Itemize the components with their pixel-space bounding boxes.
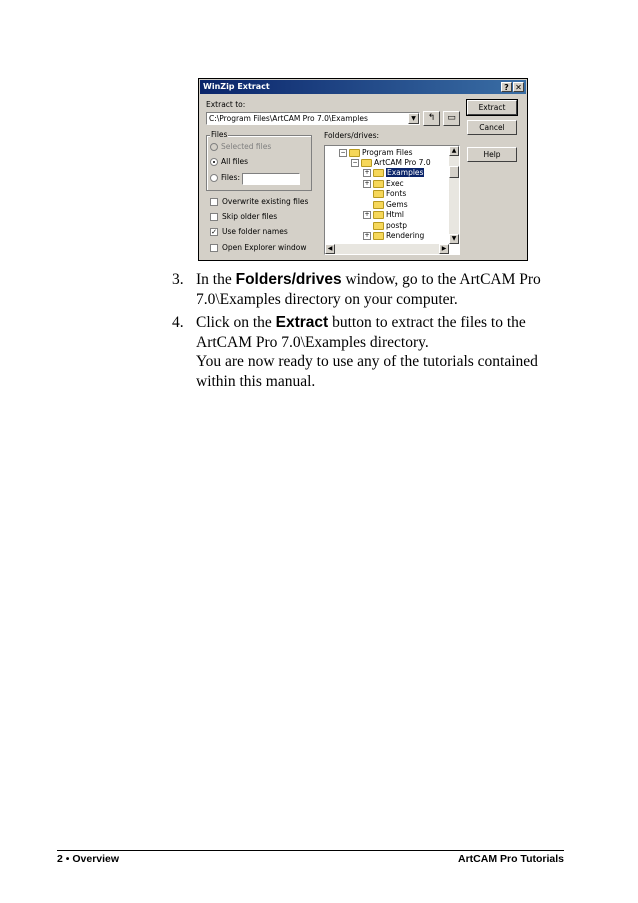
folder-icon: [373, 190, 384, 198]
all-files-label: All files: [221, 157, 249, 166]
cancel-button[interactable]: Cancel: [467, 120, 517, 135]
tree-item[interactable]: postp: [373, 221, 407, 231]
folder-icon: [373, 222, 384, 230]
open-explorer-checkbox[interactable]: [210, 244, 218, 252]
step-text: In the Folders/drives window, go to the ArtCAM Pro 7.0\Examples directory on your computer.: [196, 271, 541, 308]
folder-icon: [373, 211, 384, 219]
step-text: Click on the Extract button to extract the files to the ArtCAM Pro 7.0\Examples directory.: [196, 314, 526, 351]
folder-open-icon: [361, 159, 372, 167]
up-folder-icon[interactable]: ↰: [423, 111, 440, 126]
expand-icon[interactable]: +: [364, 211, 370, 218]
step-number: 4.: [172, 314, 184, 331]
tree-item[interactable]: − ArtCAM Pro 7.0: [352, 158, 431, 167]
tree-item[interactable]: + Rendering: [364, 231, 425, 240]
closing-paragraph: You are now ready to use any of the tutorials contained within this manual.: [196, 353, 538, 390]
dialog-titlebar: [200, 80, 526, 94]
folders-drives-label: Folders/drives:: [324, 131, 380, 140]
extract-button[interactable]: Extract: [467, 100, 517, 115]
tree-item[interactable]: + Examples: [364, 168, 424, 177]
use-folder-names-checkbox[interactable]: ✓: [211, 228, 217, 236]
chevron-down-icon[interactable]: ▼: [408, 113, 419, 124]
extract-to-value: C:\Program Files\ArtCAM Pro 7.0\Examples: [209, 114, 368, 123]
scroll-left-icon[interactable]: ◀: [325, 244, 335, 254]
footer-right: ArtCAM Pro Tutorials: [458, 853, 564, 865]
files-radio[interactable]: [210, 174, 218, 182]
footer-rule: [57, 850, 564, 851]
scroll-up-icon[interactable]: ▲: [449, 146, 459, 156]
files-input[interactable]: [242, 173, 300, 185]
open-explorer-label: Open Explorer window: [222, 243, 307, 252]
folder-icon: [373, 180, 384, 188]
expand-icon[interactable]: +: [364, 232, 370, 239]
folder-icon: [373, 169, 384, 177]
tree-item[interactable]: Fonts: [373, 189, 406, 199]
tree-item[interactable]: − Program Files: [340, 148, 413, 157]
folder-icon: [349, 149, 360, 157]
files-label: Files:: [221, 173, 240, 182]
folder-icon: [373, 232, 384, 240]
selected-files-radio[interactable]: [210, 143, 218, 151]
expand-icon[interactable]: +: [364, 169, 370, 176]
tree-item[interactable]: + Html: [364, 210, 404, 219]
footer-left: 2 • Overview: [57, 853, 120, 865]
new-folder-icon[interactable]: ▭: [443, 111, 460, 126]
help-title-button[interactable]: ?: [501, 82, 512, 92]
folder-icon: [373, 201, 384, 209]
close-button[interactable]: ✕: [513, 82, 524, 92]
skip-older-label: Skip older files: [222, 212, 278, 221]
scroll-thumb[interactable]: [449, 166, 459, 178]
folders-tree[interactable]: [324, 145, 460, 255]
extract-to-combobox[interactable]: [206, 112, 420, 125]
skip-older-checkbox[interactable]: [210, 213, 218, 221]
ui-term: Extract: [275, 314, 329, 331]
step-number: 3.: [172, 271, 184, 288]
extract-to-label: Extract to:: [206, 100, 246, 109]
expand-icon[interactable]: +: [364, 180, 370, 187]
overwrite-checkbox[interactable]: [210, 198, 218, 206]
files-group-label: Files: [211, 130, 228, 139]
winzip-extract-dialog: [198, 78, 528, 261]
tree-item[interactable]: Gems: [373, 200, 408, 210]
help-button[interactable]: Help: [467, 147, 517, 162]
vertical-scrollbar[interactable]: [449, 146, 459, 244]
collapse-icon[interactable]: −: [340, 149, 346, 156]
overwrite-label: Overwrite existing files: [222, 197, 309, 206]
collapse-icon[interactable]: −: [352, 159, 358, 166]
use-folder-names-label: Use folder names: [222, 227, 288, 236]
ui-term: Folders/drives: [235, 271, 342, 288]
horizontal-scrollbar[interactable]: [325, 244, 449, 254]
dialog-title: WinZip Extract: [203, 82, 270, 91]
selected-files-label: Selected files: [221, 142, 272, 151]
scroll-right-icon[interactable]: ▶: [439, 244, 449, 254]
all-files-radio[interactable]: [210, 158, 218, 166]
scroll-down-icon[interactable]: ▼: [449, 234, 459, 244]
tree-item[interactable]: + Exec: [364, 179, 404, 188]
